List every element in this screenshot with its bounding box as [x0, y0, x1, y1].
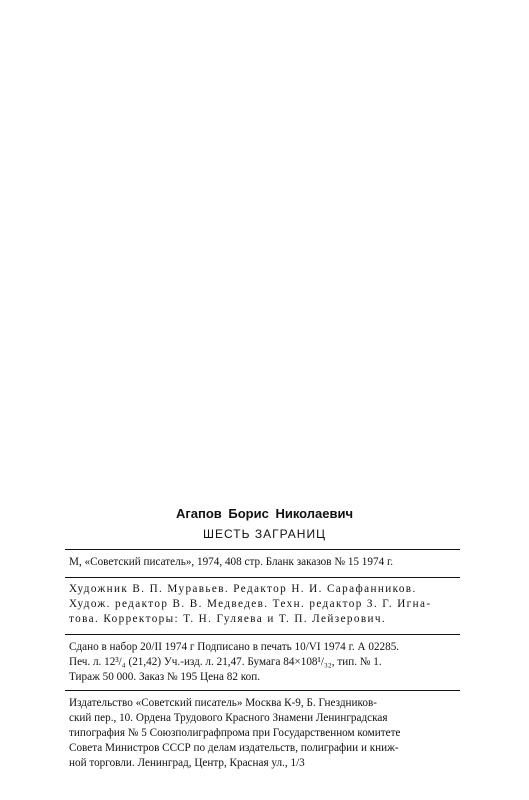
credits-line: Художник В. П. Муравьев. Редактор Н. И. Сарафанников.: [69, 583, 417, 595]
credits-line: Худож. редактор В. В. Медведев. Техн. редактор З. Г. Игна-: [69, 598, 432, 610]
imprint-line: Совета Министров СССР по делам издательств, полиграфии и книж-: [69, 742, 399, 754]
rule-3: [65, 634, 460, 635]
publication-line: [69, 555, 464, 570]
print-details-line: Сдано в набор 20/II 1974 г Подписано в печать 10/VI 1974 г. А 02285.: [69, 641, 400, 653]
imprint-line: ной торговли. Ленинград, Центр, Красная ул., 1/3: [69, 757, 305, 769]
print-details-block: [69, 640, 464, 685]
print-details-line: Тираж 50 000. Заказ № 195 Цена 82 коп.: [69, 671, 261, 683]
rule-2: [65, 577, 460, 578]
imprint-line: ский пер., 10. Ордена Трудового Красного Знамени Ленинградская: [69, 712, 388, 724]
imprint-line: Издательство «Советский писатель» Москва К-9, Б. Гнездников-: [69, 697, 377, 709]
credits-block: [69, 582, 464, 627]
credits-line: това. Корректоры: Т. Н. Гуляева и Т. П. Лейзерович.: [69, 613, 387, 625]
book-title: ШЕСТЬ ЗАГРАНИЦ: [203, 527, 326, 541]
imprint-block: [69, 696, 464, 771]
print-details-line: Печ. л. 12³/₄ (21,42) Уч.-изд. л. 21,47. Бумага 84×108¹/₃₂, тип. № 1.: [69, 656, 382, 668]
publication-text: М, «Советский писатель», 1974, 408 стр. Бланк заказов № 15 1974 г.: [69, 556, 394, 568]
rule-4: [65, 690, 460, 691]
imprint-line: типография № 5 Союзполиграфпрома при Государственном комитете: [69, 727, 401, 739]
rule-1: [65, 549, 460, 550]
author-name: Агапов Борис Николаевич: [175, 506, 354, 521]
